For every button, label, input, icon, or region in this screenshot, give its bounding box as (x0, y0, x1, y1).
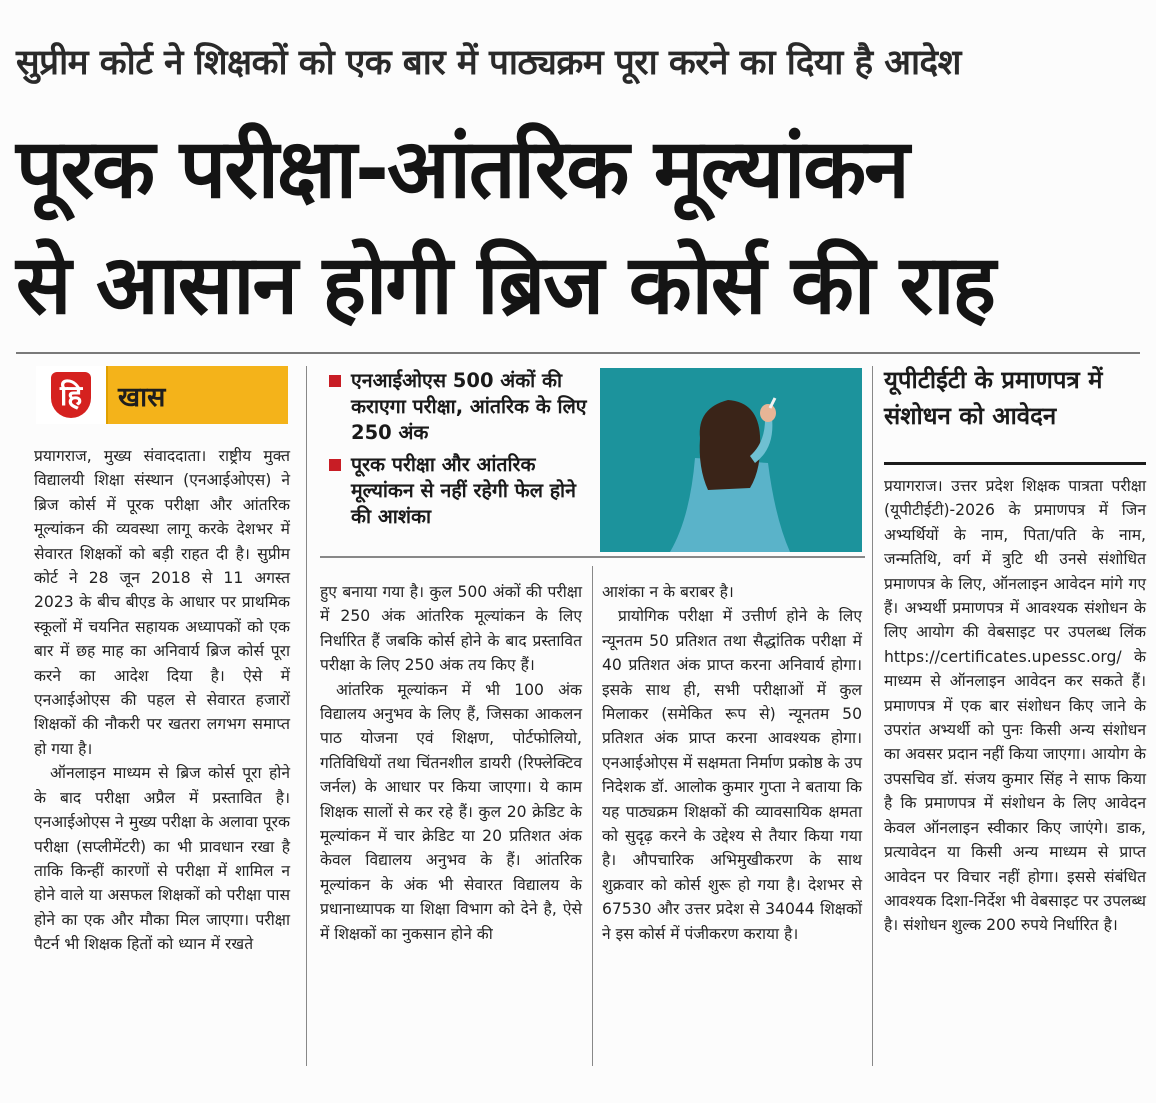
hindustan-logo (36, 366, 108, 424)
article-paragraph: आशंका न के बराबर है। (602, 583, 734, 601)
article-paragraph: ऑनलाइन माध्यम से ब्रिज कोर्स पूरा होने के बाद परीक्षा अप्रैल में प्रस्तावित है। एनआईओएस ने मुख्य परीक्षा के अलावा पूरक परीक्षा (सप्लीमेंटरी) का भी प्रावधान रखा है ताकि किन्हीं कारणों से परीक्षा में शामिल न होने वाले या असफल शिक्षकों को परीक्षा पास होने का एक और मौका मिल जाएगा। परीक्षा पैटर्न भी शिक्षक हितों को ध्यान में रखते (34, 764, 290, 954)
article-paragraph: प्रायोगिक परीक्षा में उत्तीर्ण होने के लिए न्यूनतम 50 प्रतिशत तथा सैद्धांतिक परीक्षा में 40 प्रतिशत अंक प्राप्त करना अनिवार्य होगा। इसके साथ ही, सभी परीक्षाओं में कुल मिलाकर (समेकित रूप से) न्यूनतम 50 प्रतिशत अंक प्राप्त करना आवश्यक होगा। एनआईओएस में सक्षमता निर्माण प्रकोष्ठ के उप निदेशक डॉ. आलोक कुमार गुप्ता ने बताया कि यह पाठ्यक्रम शिक्षकों की व्यावसायिक क्षमता को सुदृढ़ करने के उद्देश्य से तैयार किया गया है। औपचारिक अभिमुखीकरण के साथ शुक्रवार को कोर्स शुरू हो गया है। देशभर से 67530 और उत्तर प्रदेश से 34044 शिक्षकों ने इस कोर्स में पंजीकरण कराया है। (602, 607, 862, 943)
highlight-text: एनआईओएस 500 अंकों की कराएगा परीक्षा, आंतरिक के लिए 250 अंक (351, 369, 587, 444)
teacher-at-board-illustration (600, 368, 862, 552)
highlight-item (325, 368, 597, 446)
bullet-square-icon (329, 459, 341, 471)
teacher-photo (600, 368, 862, 552)
sidebar-heading: यूपीटीईटी के प्रमाणपत्र में संशोधन को आवेदन (884, 366, 1103, 430)
main-headline (16, 112, 1140, 344)
article-paragraph: हुए बनाया गया है। कुल 500 अंकों की परीक्षा में 250 अंक आंतरिक मूल्यांकन के लिए निर्धारित हैं जबकि कोर्स होने के बाद प्रस्तावित परीक्षा के लिए 250 अंक तय किए हैं। (320, 583, 582, 675)
headline-line-1: पूरक परीक्षा-आंतरिक मूल्यांकन (16, 122, 908, 217)
article-paragraph: प्रयागराज, मुख्य संवाददाता। राष्ट्रीय मुक्त विद्यालयी शिक्षा संस्थान (एनआईओएस) ने ब्रिज कोर्स में पूरक परीक्षा और आंतरिक मूल्यांकन की व्यवस्था लागू करके देशभर में सेवारत शिक्षकों को बड़ी राहत दी है। सुप्रीम कोर्ट ने 28 जून 2018 से 11 अगस्त 2023 के बीच बीएड के आधार पर प्राथमिक स्कूलों में चयनित सहायक अध्यापकों को एक बार में छह माह का अनिवार्य ब्रिज कोर्स पूरा करने का आदेश दिया है। ऐसे में एनआईओएस की पहल से सेवारत हजारों शिक्षकों की नौकरी पर खतरा लगभग समाप्त हो गया है। (34, 447, 290, 758)
article-paragraph: आंतरिक मूल्यांकन में भी 100 अंक विद्यालय अनुभव के लिए हैं, जिसका आकलन पाठ योजना एवं शिक्षण, पोर्टफोलियो, गतिविधियों तथा चिंतनशील डायरी (रिफ्लेक्टिव जर्नल) के आधार पर किया जाएगा। ये काम शिक्षक सालों से कर रहे हैं। कुल 20 क्रेडिट के मूल्यांकन में चार क्रेडिट या 20 प्रतिशत अंक केवल विद्यालय अनुभव के हैं। आंतरिक मूल्यांकन के अंक भी सेवारत विद्यालय के प्रधानाध्यापक या शिक्षा विभाग को देने है, ऐसे में शिक्षकों का नुकसान होने की (320, 680, 582, 943)
column-divider (306, 366, 307, 1066)
shield-icon (51, 372, 91, 418)
sidebar-article (884, 474, 1146, 938)
article-column-3 (602, 580, 862, 946)
kicker-headline: सुप्रीम कोर्ट ने शिक्षकों को एक बार में पाठ्यक्रम पूरा करने का दिया है आदेश (16, 43, 961, 83)
highlight-text: पूरक परीक्षा और आंतरिक मूल्यांकन से नहीं रहेगी फेल होने की आशंका (351, 453, 576, 528)
highlights-box (325, 368, 597, 551)
sidebar-heading-rule (884, 462, 1146, 465)
column-divider (872, 366, 873, 1066)
headline-rule (16, 352, 1140, 354)
khas-badge (36, 366, 288, 424)
badge-label: खास (118, 381, 166, 413)
photo-divider (320, 556, 865, 558)
column-divider (592, 566, 593, 1066)
headline-line-2: से आसान होगी ब्रिज कोर्स की राह (16, 238, 994, 333)
article-column-1 (34, 444, 290, 957)
article-paragraph: प्रयागराज। उत्तर प्रदेश शिक्षक पात्रता परीक्षा (यूपीटीईटी)-2026 के प्रमाणपत्र में जिन अभ्यर्थियों के नाम, पिता/पति के नाम, जन्मतिथि, वर्ग में त्रुटि थी उनसे संशोधित प्रमाणपत्र के लिए, ऑनलाइन आवेदन मांगे गए हैं। अभ्यर्थी प्रमाणपत्र में आवश्यक संशोधन के लिए आयोग की वेबसाइट पर उपलब्ध लिंक https://certificates.upessc.org/ के माध्यम से ऑनलाइन आवेदन कर सकते हैं। प्रमाणपत्र में एक बार संशोधन किए जाने के उपरांत अभ्यर्थी को पुनः किसी अन्य संशोधन का अवसर प्रदान नहीं किया जाएगा। आयोग के उपसचिव डॉ. संजय कुमार सिंह ने साफ किया है कि प्रमाणपत्र में संशोधन के लिए आवेदन केवल ऑनलाइन स्वीकार किए जाएंगे। डाक, प्रत्यावेदन या किसी अन्य माध्यम से प्राप्त आवेदन पर विचार नहीं होगा। इससे संबंधित आवश्यक दिशा-निर्देश भी वेबसाइट पर उपलब्ध है। संशोधन शुल्क 200 रुपये निर्धारित है। (884, 477, 1146, 935)
article-column-2 (320, 580, 582, 946)
bullet-square-icon (329, 375, 341, 387)
highlight-item (325, 452, 597, 530)
logo-glyph: हि (59, 379, 83, 412)
